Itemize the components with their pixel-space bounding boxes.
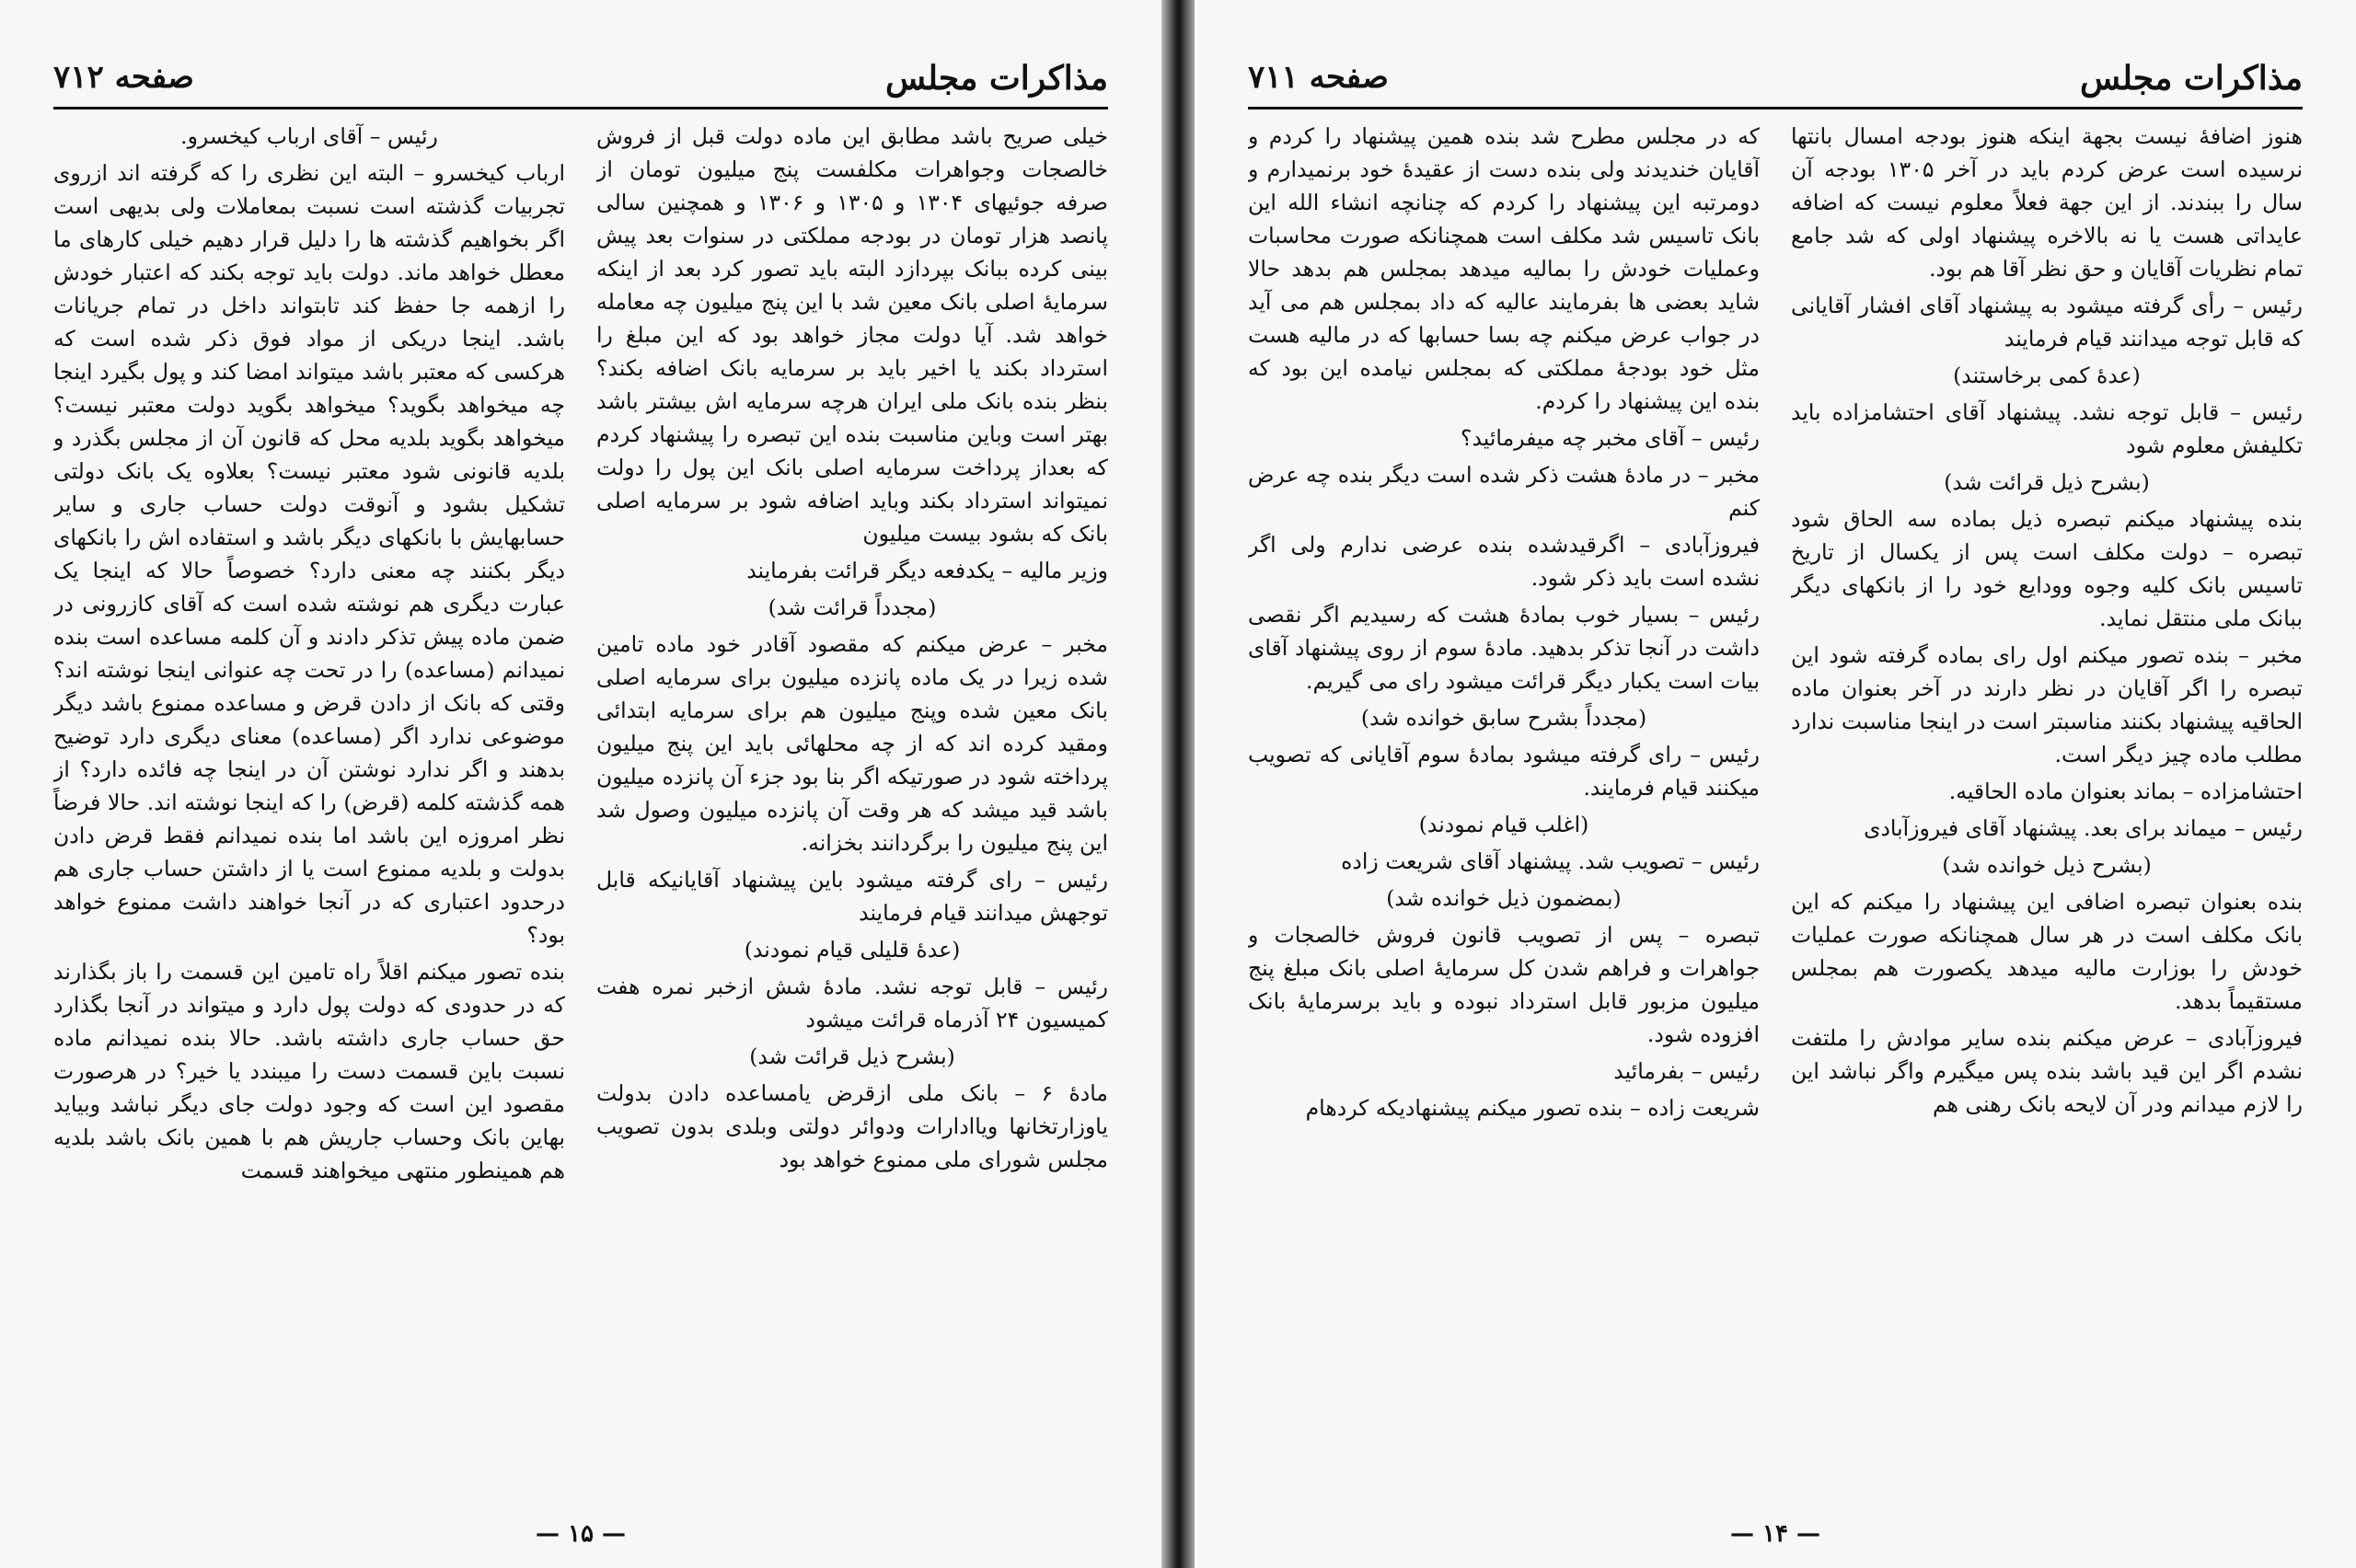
right-page-footer: — ۱۴ — [1729, 1520, 1821, 1548]
paragraph: فیروزآبادی – عرض میکنم بنده سایر موادش را ملتفت نشدم اگر این قید باشد بنده پس میگیرم واگر نباشد این را لازم میدانم ودر آن لایحه بانک رهنی هم [1791, 1025, 2303, 1117]
left-page-right-column [596, 120, 1108, 1482]
paragraph: رئیس – قابل توجه نشد. مادهٔ شش ازخبر نمره هفت کمیسیون ۲۴ آذرماه قرائت میشود [596, 974, 1108, 1032]
paragraph: رئیس – آقای مخبر چه میفرمائید؟ [1460, 425, 1760, 451]
paragraph: (مجدداً بشرح سابق خوانده شد) [1360, 705, 1647, 731]
paragraph: (عدهٔ کمی برخاستند) [1953, 363, 2141, 388]
paragraph: رئیس – بسیار خوب بمادهٔ هشت که رسیدیم اگر نقصی داشت در آنجا تذکر بدهید. مادهٔ سوم از روی پیشنهاد آقای بیات است یکبار دیگر قرائت میشود رای می گیریم. [1248, 602, 1760, 694]
paragraph: رئیس – رأی گرفته میشود به پیشنهاد آقای افشار آقایانی که قابل توجه میدانند قیام فرمایند [1791, 293, 2303, 352]
book-gutter [1161, 0, 1195, 1568]
paragraph: بنده بعنوان تبصره اضافی این پیشنهاد را میکنم که این بانک مکلف است در هر سال همچنانکه صورت عملیات خودش را بوزارت مالیه میدهد یکصورت هم بمجلس مستقیماً بدهد. [1791, 889, 2303, 1014]
left-page-header [53, 55, 1108, 110]
paragraph: مخبر – عرض میکنم که مقصود آقادر خود ماده تامین شده زیرا در یک ماده پانزده میلیون برای سرمایه اصلی بانک معین شده وپنج میلیون هم برای سرمایه ابتدائی ومقید کرده اند که از چه محلهائی باید این پنج میلیون پرداخته شود در صورتیکه اگر بنا بود جزء آن پانزده میلیون باشد قید میشد که هر وقت آن پانزده میلیون وصول شد این پنج میلیون را برگردانند بخزانه. [596, 631, 1108, 856]
paragraph: بنده تصور میکنم اقلاً راه تامین این قسمت را باز بگذارند که در حدودی که دولت پول دارد و میتواند در آنجا بگذارد حق حساب جاری داشته باشد. حالا بنده نمیدانم ماده نسبت باین قسمت دست را میبندد یا خیر؟ در هرصورت مقصود این است که وجود دولت جای دیگر نباشد وبیاید بهاین بانک وحساب جاریش هم با همین بانک باشد بلدیه هم همینطور منتهی میخواهند قسمت [53, 959, 565, 1183]
paragraph: رئیس – بفرمائید [1613, 1058, 1760, 1084]
paragraph: (مجدداً قرائت شد) [768, 594, 937, 620]
paragraph: تبصره – پس از تصویب قانون فروش خالصجات و جواهرات و فراهم شدن کل سرمایهٔ اصلی بانک مبلغ پنج میلیون مزبور قابل استرداد نبوده و باید برسرمایهٔ بانک افزوده شود. [1248, 922, 1760, 1047]
right-header-title: مذاکرات مجلس [2080, 59, 2303, 98]
paragraph: رئیس – رای گرفته میشود بمادهٔ سوم آقایانی که تصویب میکنند قیام فرمایند. [1248, 742, 1760, 801]
paragraph: (عدهٔ قلیلی قیام نمودند) [744, 937, 961, 963]
right-page [1195, 0, 2356, 1568]
left-header-title: مذاکرات مجلس [885, 59, 1108, 98]
right-page-left-column [1248, 120, 1760, 1482]
left-page [0, 0, 1161, 1568]
paragraph: بنده پیشنهاد میکنم تبصره ذیل بماده سه الحاق شود تبصره – دولت مکلف است پس از یکسال از تاریخ تاسیس بانک کلیه وجوه وودایع خود را از بانکهای دیگر ببانک ملی منتقل نماید. [1791, 506, 2303, 631]
paragraph: رئیس – قابل توجه نشد. پیشنهاد آقای احتشامزاده باید تکلیفش معلوم شود [1791, 399, 2303, 458]
paragraph: (اغلب قیام نمودند) [1418, 812, 1589, 837]
right-header-page-label: صفحه ۷۱۱ [1248, 59, 1389, 96]
paragraph: رئیس – میماند برای بعد. پیشنهاد آقای فیروزآبادی [1864, 815, 2303, 841]
paragraph: رئیس – رای گرفته میشود باین پیشنهاد آقایانیکه قابل توجهش میدانند قیام فرمایند [596, 867, 1108, 926]
paragraph: (بشرح ذیل قرائت شد) [749, 1043, 955, 1069]
paragraph: خیلی صریح باشد مطابق این ماده دولت قبل از فروش خالصجات وجواهرات مکلفست پنج میلیون تومان از صرفه جوئیهای ۱۳۰۴ و ۱۳۰۵ و ۱۳۰۶ و همچنین سالی پانصد هزار تومان در بودجه مملکتی در سنوات بعد پیش بینی کرده ببانک بپردازد البته باید تصور کرد بعد از اینکه سرمایهٔ اصلی بانک معین شد با این پنج میلیون چه معامله خواهد شد. آیا دولت مجاز خواهد بود که این مبلغ را استرداد بکند یا اخیر باید بر سرمایه بانک اضافه بکند؟ بنظر بنده بانک ملی ایران هرچه سرمایه اش بیشتر باشد بهتر است وباین مناسبت بنده این تبصره را پیشنهاد کردم که بعداز پرداخت سرمایه اصلی بانک این پول را دولت نمیتواند استرداد بکند وباید اضافه شود بر سرمایه اصلی بانک که بشود بیست میلیون [596, 123, 1108, 547]
paragraph: ارباب کیخسرو – البته این نظری را که گرفته اند ازروی تجربیات گذشته است نسبت بمعاملات ولی بدیهی است اگر بخواهیم گذشته ها را دلیل قرار دهیم خیلی کارهای ما معطل خواهد ماند. دولت باید توجه بکند که اعتبار خودش را ازهمه جا حفظ کند تابتواند داخل در تمام جریانات باشد. اینجا دریکی از مواد فوق ذکر شده است که هرکسی که معتبر باشد میتواند امضا کند و پول بگیرد اینجا چه میخواهد بگوید؟ میخواهد بگوید دولت معتبر نیست؟ میخواهد بگوید بلدیه محل که قانون آن از مجلس بگذرد و بلدیه قانونی شود معتبر نیست؟ بعلاوه یک بانک دولتی تشکیل بشود و آنوقت دولت حساب جاری و سایر حسابهایش با بانکهای دیگر باشد و استفاده اش را بانکهای دیگر بکنند چه معنی دارد؟ خصوصاً حالا که اینجا یک عبارت دیگری هم نوشته شده است که آقای کازرونی در ضمن ماده پیش تذکر دادند و آن کلمه مساعده است بنده نمیدانم (مساعده) را در تحت چه عنوانی اینجا نوشته اند؟ وقتی که بانک از دادن قرض و مساعده ممنوع باشد دیگر موضوعی ندارد اگر (مساعده) معنای دیگری دارد توضیح بدهند و اگر ندارد نوشتن آن در اینجا چه فائده دارد؟ از همه گذشته کلمه (قرض) را که اینجا نوشته اند. حالا فرضاً نظر امروزه این باشد اما بنده نمیدانم فقط قرض دادن بدولت و بلدیه ممنوع است یا از داشتن حساب جاری هم درحدود اعتباری که در آنجا خواهند داشت ممنوع خواهد بود؟ [53, 160, 565, 948]
left-page-footer: — ۱۵ — [535, 1520, 627, 1548]
paragraph: مخبر – در مادهٔ هشت ذکر شده است دیگر بنده چه عرض کنم [1248, 462, 1760, 521]
paragraph: رئیس – تصویب شد. پیشنهاد آقای شریعت زاده [1341, 848, 1760, 874]
paragraph: مادهٔ ۶ – بانک ملی ازقرض یامساعده دادن بدولت یاوزارتخانها ویاادارات ودوائر دولتی وبلدی بدون تصویب مجلس شورای ملی ممنوع خواهد بود [596, 1080, 1108, 1172]
paragraph: (بمضمون ذیل خوانده شد) [1386, 885, 1622, 911]
paragraph: (بشرح ذیل خوانده شد) [1942, 852, 2152, 878]
right-page-right-column [1791, 120, 2303, 1482]
left-page-left-column [53, 120, 565, 1482]
left-header-page-label: صفحه ۷۱۲ [53, 59, 194, 96]
paragraph: که در مجلس مطرح شد بنده همین پیشنهاد را کردم و آقایان خندیدند ولی بنده دست از عقیدهٔ خود برنمیدارم و دومرتبه این پیشنهاد را کردم که چنانچه انشاء الله این بانک تاسیس شد مکلف است همچنانکه صورت محاسبات وعملیات خودش را بمالیه میدهد بمجلس هم بدهد حالا شاید بعضی ها بفرمایند عالیه که داد بمجلس هم می آید در جواب عرض میکنم چه بسا حسابها که در مالیه هست مثل خود بودجهٔ مملکتی که بمجلس نیامده این بود که بنده این پیشنهاد را کردم. [1248, 123, 1760, 414]
paragraph: هنوز اضافهٔ نیست بجهة اینکه هنوز بودجه امسال بانتها نرسیده است عرض کردم باید در آخر ۱۳۰۵ بودجه آن سال را ببندند. از این جهة فعلاً معلوم نیست که اضافه عایداتی هست یا نه بالاخره پیشنهاد اولی که شد جامع تمام نظریات آقایان و حق نظر آقا هم بود. [1791, 123, 2303, 282]
right-page-header [1248, 55, 2303, 110]
paragraph: (بشرح ذیل قرائت شد) [1944, 469, 2150, 495]
paragraph: رئیس – آقای ارباب کیخسرو. [180, 123, 438, 149]
paragraph: شریعت زاده – بنده تصور میکنم پیشنهادیکه کردهام [1305, 1095, 1760, 1121]
paragraph: وزیر مالیه – یکدفعه دیگر قرائت بفرمایند [746, 558, 1108, 583]
paragraph: فیروزآبادی – اگرقیدشده بنده عرضی ندارم ولی اگر نشده است باید ذکر شود. [1248, 532, 1760, 591]
paragraph: احتشامزاده – بماند بعنوان ماده الحاقیه. [1948, 778, 2303, 804]
paragraph: مخبر – بنده تصور میکنم اول رای بماده گرفته شود این تبصره را اگر آقایان در نظر دارند در آخر بعنوان ماده الحاقیه پیشنهاد بکنند مناسبتر است در اینجا مناسبت ندارد مطلب ماده چیز دیگر است. [1791, 642, 2303, 767]
